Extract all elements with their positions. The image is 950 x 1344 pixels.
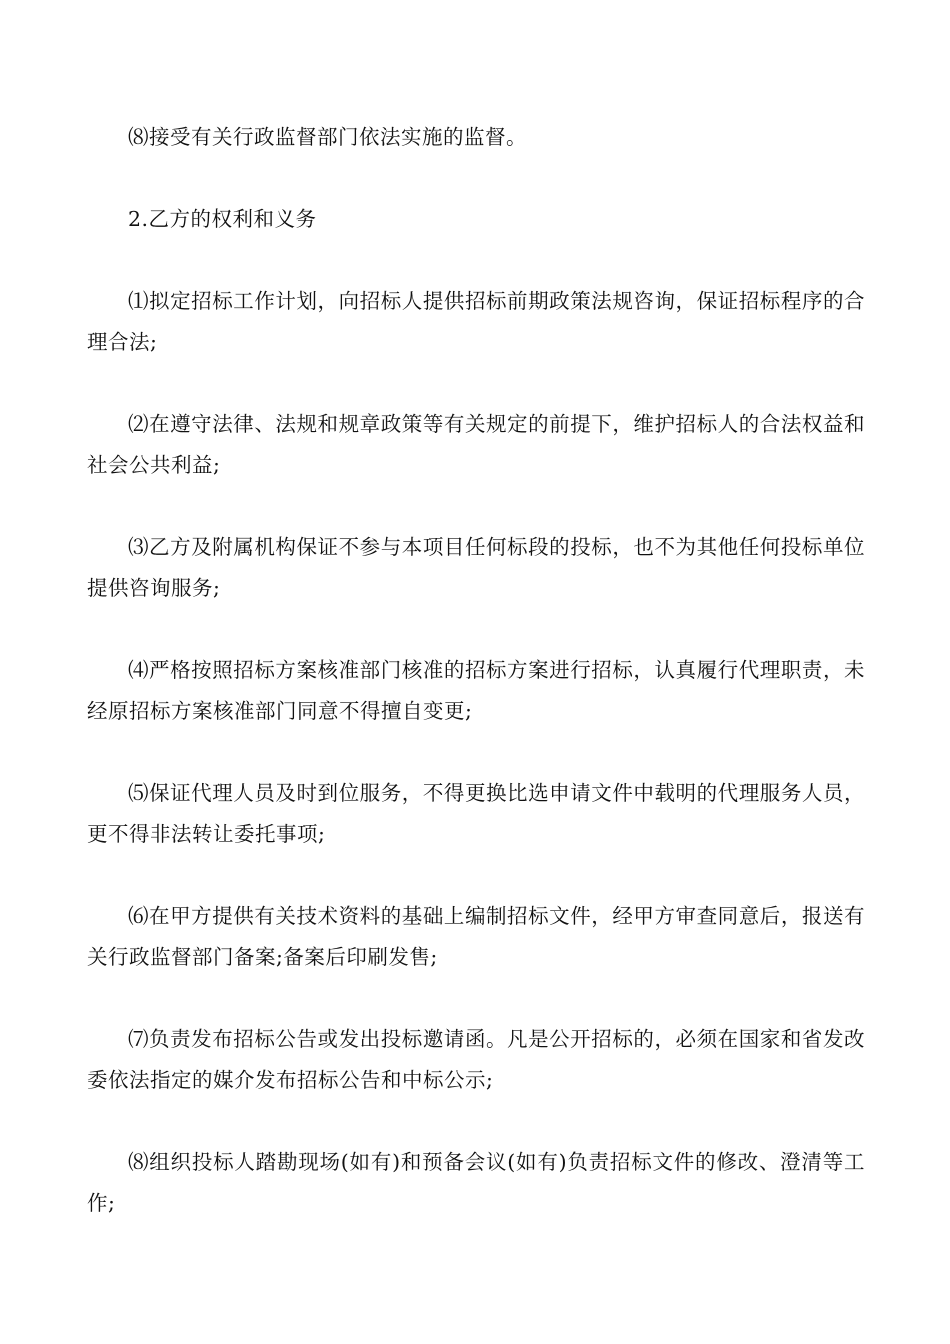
paragraph-item-6: ⑹在甲方提供有关技术资料的基础上编制招标文件，经甲方审查同意后，报送有关行政监督部门备案;备案后印刷发售; — [87, 904, 865, 969]
paragraph-item-2: ⑵在遵守法律、法规和规章政策等有关规定的前提下，维护招标人的合法权益和社会公共利益; — [87, 412, 865, 477]
document-page — [87, 117, 865, 1224]
paragraph-item-4: ⑷严格按照招标方案核准部门核准的招标方案进行招标，认真履行代理职责，未经原招标方案核准部门同意不得擅自变更; — [87, 658, 865, 723]
section-heading-party-b: 2.乙方的权利和义务 — [128, 207, 317, 231]
paragraph-item-3: ⑶乙方及附属机构保证不参与本项目任何标段的投标，也不为其他任何投标单位提供咨询服务; — [87, 535, 865, 600]
paragraph-item-5: ⑸保证代理人员及时到位服务，不得更换比选申请文件中载明的代理服务人员，更不得非法转让委托事项; — [87, 781, 865, 846]
paragraph-item-1: ⑴拟定招标工作计划，向招标人提供招标前期政策法规咨询，保证招标程序的合理合法; — [87, 289, 865, 354]
paragraph-item-8: ⑻组织投标人踏勘现场(如有)和预备会议(如有)负责招标文件的修改、澄清等工作; — [87, 1150, 865, 1215]
paragraph-item-7: ⑺负责发布招标公告或发出投标邀请函。凡是公开招标的，必须在国家和省发改委依法指定的媒介发布招标公告和中标公示; — [87, 1027, 865, 1092]
paragraph-supervision: ⑻接受有关行政监督部门依法实施的监督。 — [128, 125, 527, 149]
